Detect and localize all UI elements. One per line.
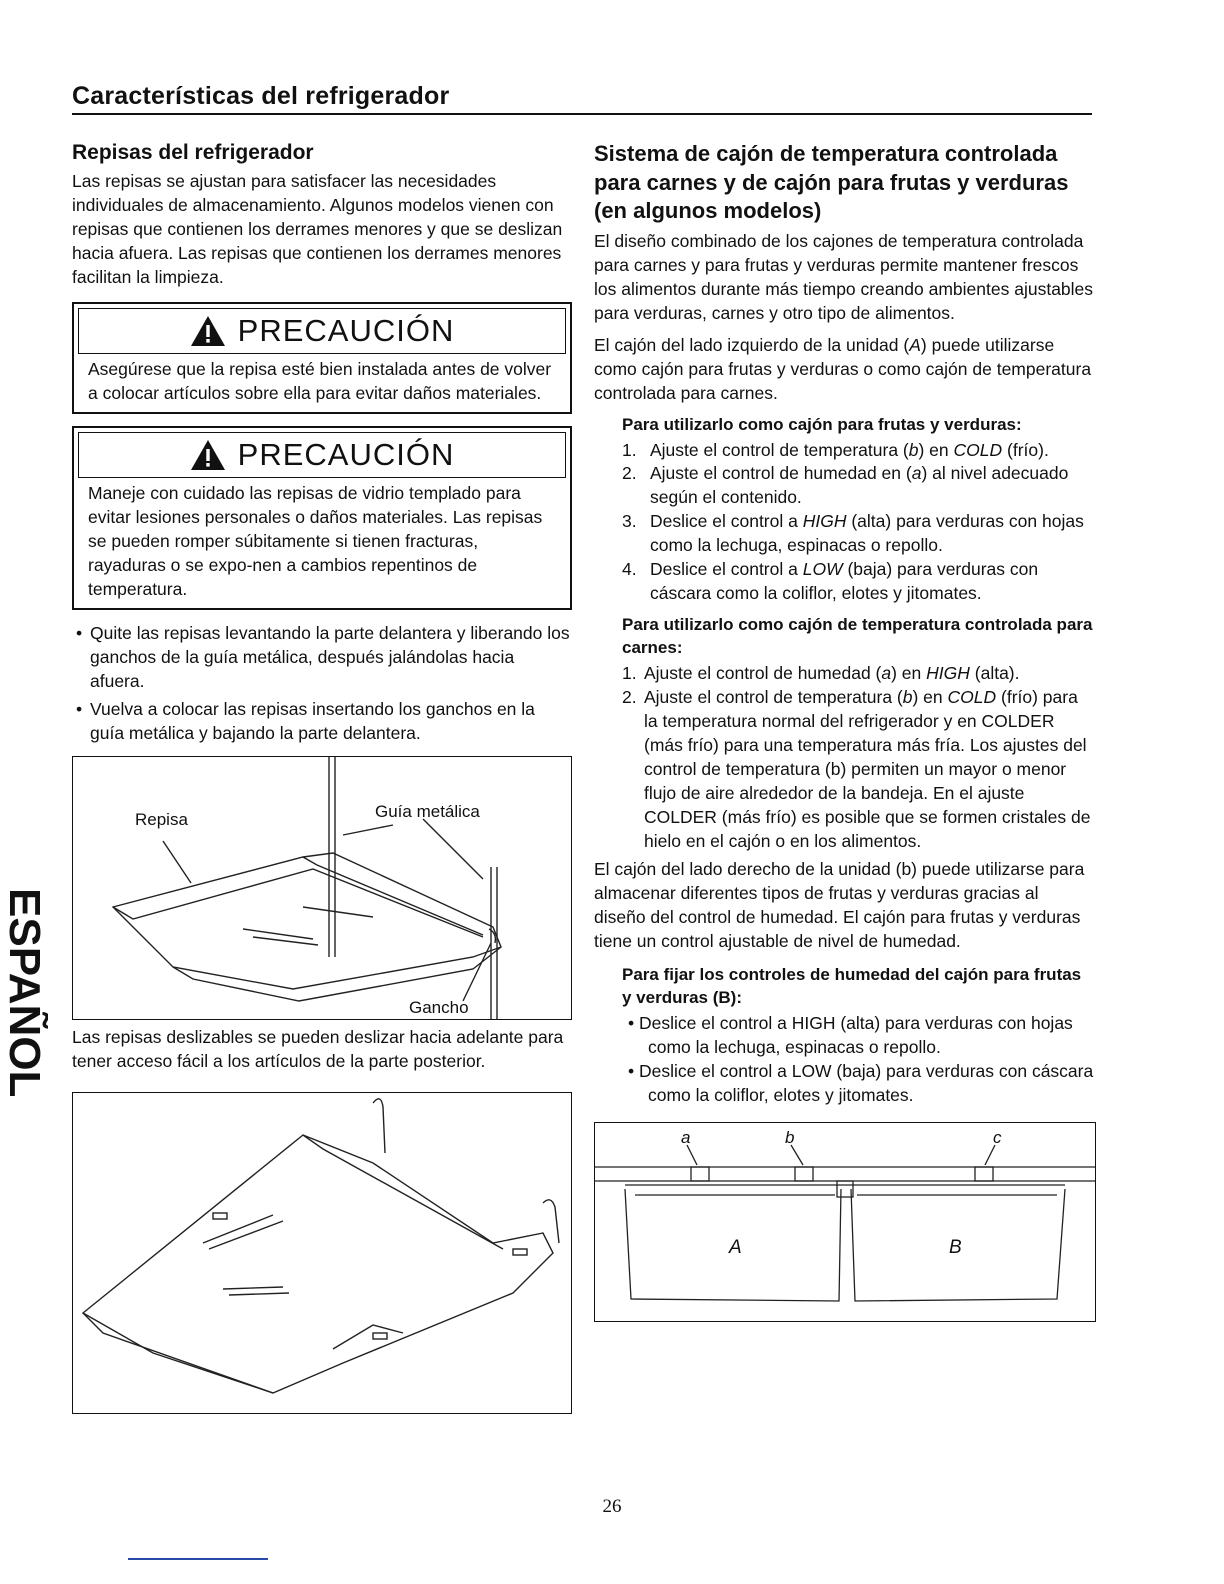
- text-span: HIGH: [926, 663, 970, 684]
- caution-box-1: [72, 302, 572, 414]
- subheading-meat: Para utilizarlo como cajón de temperatura controlada para carnes:: [622, 615, 1093, 658]
- subheading-produce: Para utilizarlo como cajón para frutas y verduras:: [622, 414, 1022, 434]
- produce-steps: [594, 439, 1094, 607]
- text-span: Deslice el control a: [650, 511, 803, 532]
- label-drawer-B: B: [949, 1236, 962, 1258]
- text-span: ) en: [918, 439, 954, 460]
- step-number: 3.: [622, 511, 637, 532]
- text-span: b: [902, 687, 913, 708]
- list-item: [594, 558, 1094, 606]
- text-span: a: [911, 463, 922, 484]
- text-span: (frío) para la temperatura normal del refrigerador y en COLDER (más frío) para una temperatura más fría. Los ajustes del control de temperatura (b) permiten un mayor o menor flujo de aire alrededor de la bandeja. En el ajuste COLDER (más frío) es posible que se formen cristales de hielo en el cajón o en los alimentos.: [644, 687, 1091, 851]
- caution-text-1: Asegúrese que la repisa esté bien instalada antes de volver a colocar artículos sobre ella para evitar daños materiales.: [88, 359, 552, 404]
- label-a: a: [681, 1127, 691, 1147]
- list-item: • Deslice el control a LOW (baja) para verduras con cáscara como la coliflor, elotes y jitomates.: [628, 1060, 1094, 1105]
- warning-icon: [190, 439, 226, 471]
- text-span: ) en: [891, 663, 927, 684]
- text-span: COLD: [947, 687, 997, 708]
- text-span: Ajuste el control de temperatura (: [650, 439, 909, 460]
- text-span: Deslice el control a LOW (baja) para verduras con cáscara como la coliflor, elotes y jitomates.: [639, 1060, 1094, 1105]
- text-span: A: [909, 334, 921, 355]
- caution-header-2: [78, 432, 566, 478]
- warning-icon: [190, 315, 226, 347]
- right-drawer-text: El cajón del lado derecho de la unidad (b) puede utilizarse para almacenar diferentes tipos de frutas y verduras gracias al diseño del control de humedad. El cajón para frutas y verduras tiene un control ajustable de nivel de humedad.: [594, 858, 1085, 951]
- text-span: (alta) para verduras con hojas como la lechuga, espinacas o repollo.: [650, 511, 1084, 556]
- list-item: [594, 510, 1094, 558]
- label-hook: Gancho: [409, 997, 469, 1017]
- slide-shelf-text: Las repisas deslizables se pueden deslizar hacia adelante para tener acceso fácil a los artículos de la parte posterior.: [72, 1026, 564, 1071]
- shelf-rail-diagram: [72, 756, 572, 1020]
- text-span: COLD: [953, 439, 1003, 460]
- step-number: 2.: [622, 687, 637, 708]
- humidity-bullets: [594, 1012, 1094, 1108]
- shelf-bullets: [72, 622, 572, 746]
- caution-title-1: PRECAUCIÓN: [237, 313, 455, 349]
- text-span: (alta).: [969, 663, 1020, 684]
- crispers-intro: El diseño combinado de los cajones de temperatura controlada para carnes y para frutas y verduras permite mantener frescos los alimentos durante más tiempo creando ambientes ajustables para verduras, carnes y otro tipo de alimentos.: [594, 230, 1094, 323]
- list-item: • Vuelva a colocar las repisas insertando los ganchos en la guía metálica y bajando la parte delantera.: [72, 698, 572, 746]
- text-span: Deslice el control a HIGH (alta) para verduras con hojas como la lechuga, espinacas o repollo.: [639, 1012, 1073, 1057]
- caution-box-2: [72, 426, 572, 610]
- text-span: El cajón del lado izquierdo de la unidad (: [594, 334, 910, 355]
- text-span: Ajuste el control de humedad (: [644, 663, 882, 684]
- step-number: 4.: [622, 559, 637, 580]
- language-side-tab: [0, 888, 48, 1128]
- text-span: b: [908, 439, 919, 460]
- label-rail: Guía metálica: [375, 801, 480, 821]
- left-drawer-text: [594, 334, 1094, 406]
- text-span: HIGH: [802, 511, 847, 532]
- page-title: Características del refrigerador: [72, 82, 1092, 115]
- shelf-illustration: [73, 757, 571, 1019]
- caution-header-1: [78, 308, 566, 354]
- text-span: Ajuste el control de humedad en (: [650, 463, 912, 484]
- label-shelf: Repisa: [135, 809, 188, 829]
- text-span: Deslice el control a: [650, 559, 803, 580]
- sliding-shelf-diagram: [72, 1092, 572, 1414]
- step-number: 2.: [622, 463, 637, 484]
- text-span: ) al nivel adecuado según el contenido.: [650, 463, 1069, 508]
- list-item: [594, 686, 1094, 854]
- label-drawer-A: A: [729, 1236, 742, 1258]
- side-tab-label: ESPAÑOL: [0, 888, 48, 1098]
- step-number: 1.: [622, 663, 637, 684]
- text-span: ) puede utilizarse como cajón para frutas y verduras o como cajón de temperatura controlada para carnes.: [594, 334, 1092, 403]
- text-span: (baja) para verduras con cáscara como la coliflor, elotes y jitomates.: [650, 559, 1039, 604]
- text-span: ) en: [912, 687, 948, 708]
- right-column: [594, 140, 1094, 1322]
- text-span: Ajuste el control de temperatura (: [644, 687, 903, 708]
- section-heading-crispers: Sistema de cajón de temperatura controlada para carnes y de cajón para frutas y verduras (en algunos modelos): [594, 141, 1069, 224]
- side-tab-text: [0, 888, 48, 1128]
- text-span: LOW: [802, 559, 843, 580]
- list-item: • Deslice el control a HIGH (alta) para verduras con hojas como la lechuga, espinacas o repollo.: [628, 1012, 1073, 1057]
- shelves-intro: Las repisas se ajustan para satisfacer las necesidades individuales de almacenamiento. Algunos modelos vienen con repisas que contienen los derrames menores y que se deslizan hacia afuera. Las repisas que contienen los derrames menores facilitan la limpieza.: [72, 171, 563, 288]
- list-item: • Quite las repisas levantando la parte delantera y liberando los ganchos de la guía metálica, después jalándolas hacia afuera.: [72, 622, 572, 694]
- subheading-humidity: Para fijar los controles de humedad del cajón para frutas y verduras (B):: [622, 964, 1082, 1007]
- page-number: 26: [602, 1496, 622, 1517]
- caution-text-2: Maneje con cuidado las repisas de vidrio templado para evitar lesiones personales o daños materiales. Las repisas se pueden romper súbitamente si tienen fracturas, rayaduras o se expo-nen a cambios repentinos de temperatura.: [88, 483, 543, 599]
- meat-steps: [594, 662, 1094, 854]
- drawers-diagram: [594, 1122, 1096, 1322]
- left-column: [72, 140, 572, 1414]
- section-heading-shelves: Repisas del refrigerador: [72, 141, 314, 164]
- list-item: [594, 662, 1094, 686]
- label-c: c: [993, 1127, 1002, 1147]
- caution-title-2: PRECAUCIÓN: [237, 437, 455, 473]
- step-number: 1.: [622, 439, 637, 460]
- sliding-shelf-illustration: [73, 1093, 571, 1413]
- list-item: [594, 439, 1094, 463]
- footer-rule: [128, 1558, 268, 1560]
- list-item: [594, 462, 1094, 510]
- text-span: a: [881, 663, 892, 684]
- label-b: b: [785, 1127, 795, 1147]
- drawers-illustration: [595, 1123, 1095, 1321]
- text-span: (frío).: [1002, 439, 1049, 460]
